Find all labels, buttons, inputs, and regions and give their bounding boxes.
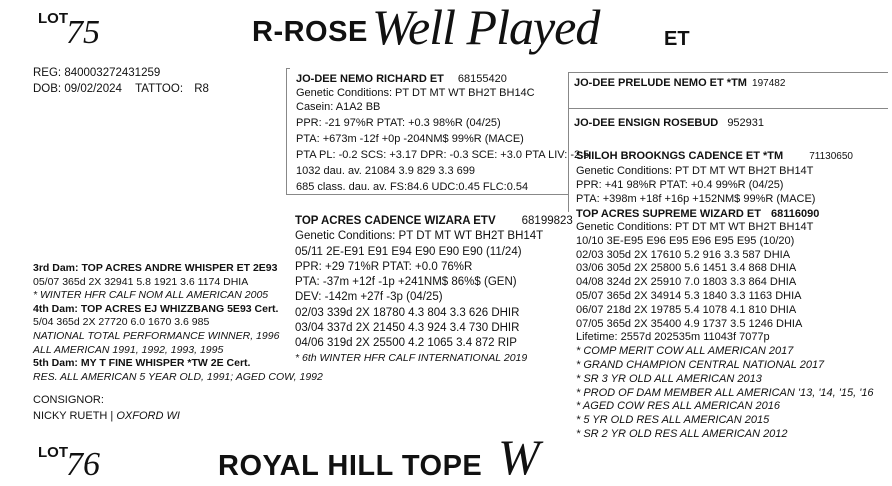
third-dam-record: 05/07 365d 2X 32941 5.8 1921 3.6 1174 DHIA [33,275,249,288]
dam-sire-line: Genetic Conditions: PT DT MT WT BH2T BH14T [576,165,814,177]
fifth-dam-label: 5th Dam: [33,357,78,370]
dam-line: Genetic Conditions: PT DT MT WT BH2T BH14T [295,230,544,243]
reg-line [33,66,160,81]
pedigree-line [568,72,888,73]
lot-label: LOT [38,10,68,27]
dob-value: 09/02/2024 [64,83,122,95]
reg-label: REG: [33,67,62,79]
consignor-name: NICKY RUETH [33,410,108,422]
dam-dam-line: 06/07 218d 2X 19785 5.4 1078 4.1 810 DHIA [576,303,797,316]
sire-dam-name: JO-DEE ENSIGN ROSEBUD [574,117,719,129]
pedigree-line [568,108,888,109]
next-lot-number: 76 [66,446,100,483]
fifth-dam-cert: Cert. [226,357,251,370]
dam-dam-reg: 68116090 [770,208,820,220]
sire-line: Genetic Conditions: PT DT MT WT BH2T BH14C [296,87,535,99]
pedigree-line [286,68,287,194]
dam-name: TOP ACRES CADENCE WIZARA ETV [295,215,496,227]
fourth-dam-note: NATIONAL TOTAL PERFORMANCE WINNER, 1996 [33,329,280,342]
sire-block [296,72,589,194]
tattoo-label: TATTOO: [135,83,184,95]
sire-sire [574,76,785,91]
dam-sire-reg: 71130650 [809,151,853,162]
dam-dam-name: TOP ACRES SUPREME WIZARD ET [576,208,761,220]
dam-dam-line: 07/05 365d 2X 35400 4.9 1737 3.5 1246 DHIA [576,317,803,330]
consignor-location: OXFORD WI [116,410,180,422]
dam-line: 05/11 2E-E91 E91 E94 E90 E90 E90 (11/24) [295,245,522,258]
dam-sire-block [576,149,853,206]
third-dam-name: TOP ACRES ANDRE WHISPER ET 2E93 [81,262,278,274]
dam-dam-line: 03/06 305d 2X 25800 5.6 1451 3.4 868 DHIA [576,262,797,275]
dam-dam-line: 05/07 365d 2X 34914 5.3 1840 3.3 1163 DHIA [576,289,802,302]
dam-dam-block [576,207,874,442]
dam-dam-honor: * GRAND CHAMPION CENTRAL NATIONAL 2017 [576,358,825,371]
sire-dam [574,116,764,130]
dam-line: 03/04 337d 2X 21450 4.3 924 3.4 730 DHIR [295,322,520,335]
sire-line: PTA: +673m -12f +0p -204NM$ 99%R (MACE) [296,133,524,145]
next-lot-title: ROYAL HILL TOPE [218,450,483,482]
sire-line: PTA PL: -0.2 SCS: +3.17 DPR: -0.3 SCE: +3.0 PTA LIV: -2.5 [296,149,590,161]
dam-dam-line: 04/08 324d 2X 25910 7.0 1803 3.3 864 DHIA [576,276,797,289]
dam-dam-honor: * SR 2 YR OLD RES ALL AMERICAN 2012 [576,427,788,440]
dam-dam-line: Genetic Conditions: PT DT MT WT BH2T BH14T [576,221,814,233]
sire-line: 1032 dau. av. 21084 3.9 829 3.3 699 [296,165,476,177]
tattoo-value: R8 [194,83,209,95]
sire-name: JO-DEE NEMO RICHARD ET [296,73,444,85]
dob-line [33,82,209,97]
dam-sire-line: PPR: +41 98%R PTAT: +0.4 99%R (04/25) [576,179,784,191]
fourth-dam-note: ALL AMERICAN 1991, 1992, 1993, 1995 [33,343,224,356]
fourth-dam-record: 5/04 365d 2X 27720 6.0 1670 3.6 985 [33,316,210,329]
reg-number: 840003272431259 [64,67,161,79]
consignor-label: CONSIGNOR: [33,394,104,406]
lot-number: 75 [66,14,100,51]
dob-label: DOB: [33,83,62,95]
dam-dam-line: 10/10 3E-E95 E96 E95 E96 E95 E95 (10/20) [576,234,795,247]
third-dam-note: * WINTER HFR CALF NOM ALL AMERICAN 2005 [33,289,269,302]
fourth-dam-name: TOP ACRES EJ WHIZZBANG 5E93 [80,302,252,315]
dam-line: 02/03 339d 2X 18780 4.3 804 3.3 626 DHIR [295,306,520,319]
dam-line: PPR: +29 71%R PTAT: +0.0 76%R [295,260,473,273]
pedigree-line [286,194,568,195]
sire-reg: 68155420 [457,73,507,85]
dam-dam-line: Lifetime: 2557d 202535m 11043f 7077p [576,331,770,344]
dam-line: PTA: -37m +12f -1p +241NM$ 86%$ (GEN) [295,276,517,289]
dam-line: DEV: -142m +27f -3p (04/25) [295,291,443,304]
dam-dam-honor: * 5 YR OLD RES ALL AMERICAN 2015 [576,414,770,427]
fourth-dam-label: 4th Dam: [33,302,78,315]
sire-line: PPR: -21 97%R PTAT: +0.3 98%R (04/25) [296,117,501,129]
fifth-dam-name: MY T FINE WHISPER *TW 2E [80,357,224,370]
dam-dam-honor: * COMP MERIT COW ALL AMERICAN 2017 [576,345,794,358]
dam-dam-honor: * PROD OF DAM MEMBER ALL AMERICAN '13, '14, '15, '16 [576,386,874,399]
dam-dam-line: 02/03 305d 2X 17610 5.2 916 3.3 587 DHIA [576,248,791,261]
next-lot-label: LOT [38,444,68,461]
dam-block [295,214,573,365]
dam-sire-name: SHILOH BROOKNGS CADENCE ET *TM [576,150,784,162]
dam-sire-line: PTA: +398m +18f +16p +152NM$ 99%R (MACE) [576,193,816,205]
sire-line: 685 class. dau. av. FS:84.6 UDC:0.45 FLC:0.54 [296,181,529,193]
sire-line: Casein: A1A2 BB [296,101,381,113]
dam-line: 04/06 319d 2X 25500 4.2 1065 3.4 872 RIP [295,337,517,350]
dam-note: * 6th WINTER HFR CALF INTERNATIONAL 2019 [295,351,528,364]
fifth-dam-note: RES. ALL AMERICAN 5 YEAR OLD, 1991; AGED COW, 1992 [33,370,323,383]
sire-dam-reg: 952931 [727,117,765,129]
dam-dam-honor: * AGED COW RES ALL AMERICAN 2016 [576,400,780,413]
fourth-dam-cert: Cert. [254,302,279,315]
dam-reg: 68199823 [521,215,573,227]
consignor-block: CONSIGNOR: NICKY RUETH | OXFORD WI [33,394,180,422]
third-dam-label: 3rd Dam: [33,262,79,274]
title-prefix: R-ROSE [252,16,368,48]
sire-sire-name: JO-DEE PRELUDE NEMO ET *TM [574,77,747,89]
title-suffix: ET [664,28,690,50]
sire-sire-reg: 197482 [752,78,786,89]
title-script-name: Well Played [372,0,600,55]
maternal-line-block [33,262,323,384]
dam-dam-honor: * SR 3 YR OLD ALL AMERICAN 2013 [576,372,762,385]
next-lot-script: W [498,429,539,485]
